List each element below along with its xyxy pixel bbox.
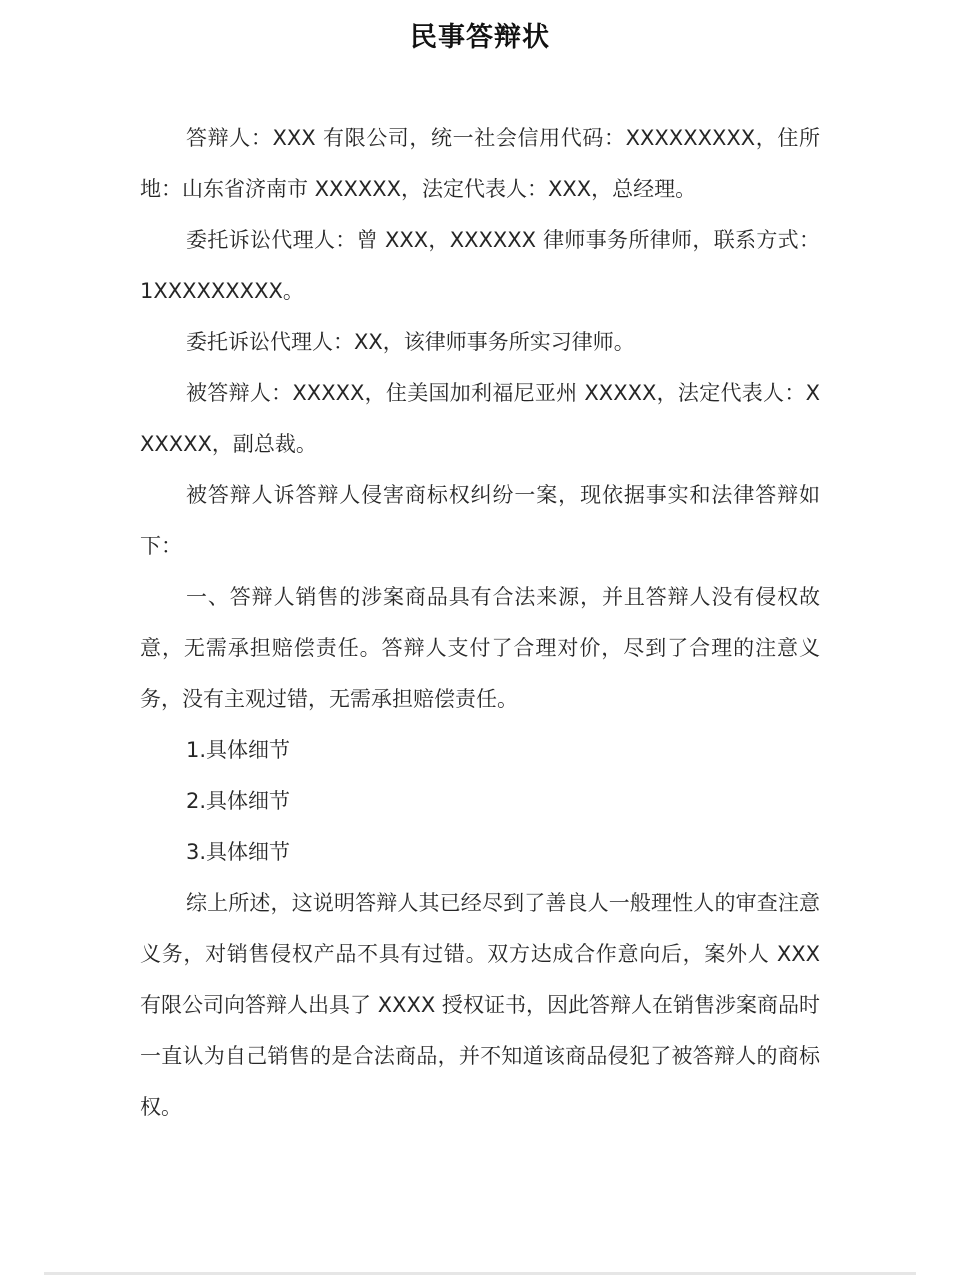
- respondent-paragraph: 答辩人：XXX 有限公司，统一社会信用代码：XXXXXXXXX，住所地：山东省济南市 XXXXXX，法定代表人：XXX，总经理。: [140, 126, 820, 201]
- document-title: 民事答辩状: [410, 22, 550, 53]
- detail-item-2: 2.具体细节: [186, 789, 291, 813]
- agent-paragraph-1: 委托诉讼代理人：曾 XXX，XXXXXX 律师事务所律师，联系方式：1XXXXXXXXX。: [140, 228, 820, 303]
- bottom-divider: [44, 1272, 916, 1275]
- summary-paragraph: 综上所述，这说明答辩人其已经尽到了善良人一般理性人的审查注意义务，对销售侵权产品不具有过错。双方达成合作意向后，案外人 XXX 有限公司向答辩人出具了 XXXX 授权证书，因此答辩人在销售涉案商品时一直认为自己销售的是合法商品，并不知道该商品侵犯了被答辩人的商标权。: [140, 891, 820, 1119]
- argument-one-paragraph: 一、答辩人销售的涉案商品具有合法来源，并且答辩人没有侵权故意，无需承担赔偿责任。答辩人支付了合理对价，尽到了合理的注意义务，没有主观过错，无需承担赔偿责任。: [140, 585, 820, 711]
- plaintiff-paragraph: 被答辩人：XXXXX，住美国加利福尼亚州 XXXXX，法定代表人：XXXXXX，副总裁。: [140, 381, 820, 456]
- detail-item-1: 1.具体细节: [186, 738, 291, 762]
- intro-paragraph: 被答辩人诉答辩人侵害商标权纠纷一案，现依据事实和法律答辩如下：: [140, 483, 820, 558]
- agent-paragraph-2: 委托诉讼代理人：XX，该律师事务所实习律师。: [186, 330, 635, 354]
- detail-item-3: 3.具体细节: [186, 840, 291, 864]
- document-body: [140, 113, 820, 1133]
